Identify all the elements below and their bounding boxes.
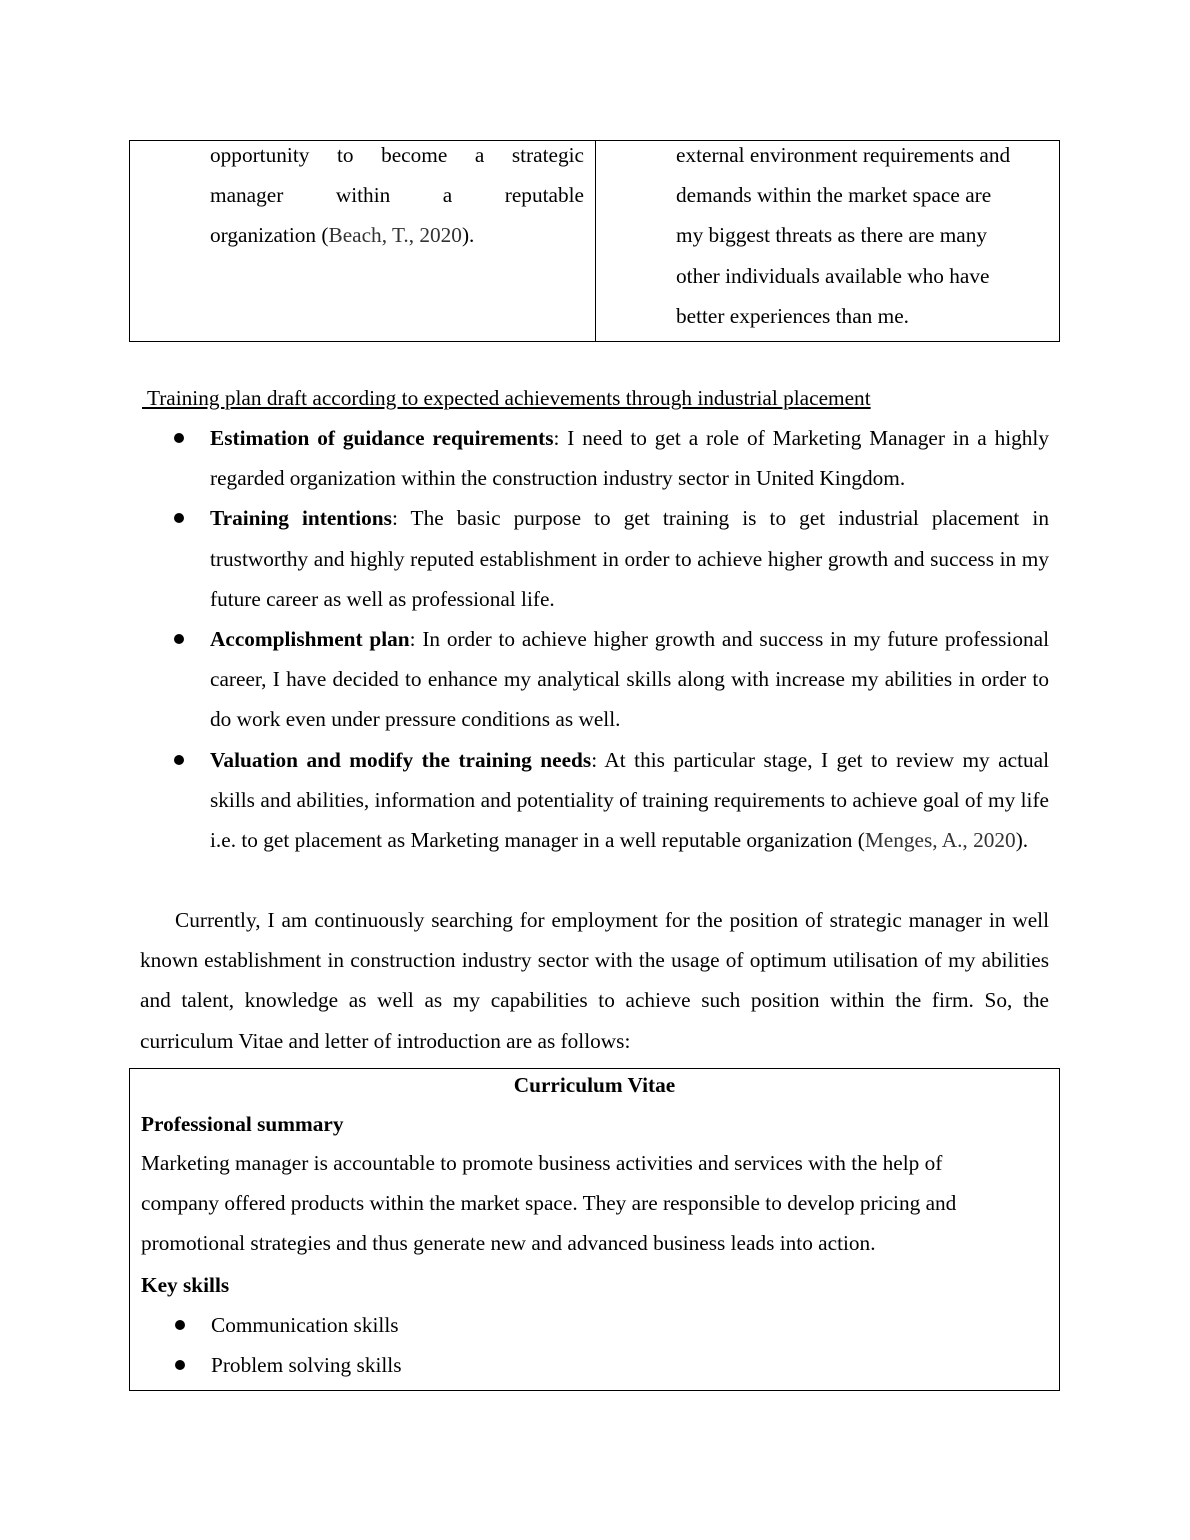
citation: Menges, A., 2020 <box>864 828 1016 853</box>
list-item-text: Accomplishment plan: In order to achieve higher growth and success in my future professional career, I have decided to enhance my analytical skills along with increase my abilities in order to do work even under pressure conditions as well. <box>210 627 1050 732</box>
training-plan-heading: Training plan draft according to expected achievements through industrial placement <box>142 386 871 410</box>
swot-right-line: demands within the market space are <box>676 183 992 208</box>
swot-right-line: my biggest threats as there are many <box>676 223 988 248</box>
cv-summary-heading: Professional summary <box>141 1112 344 1136</box>
list-item-term: Valuation and modify the training needs <box>210 747 592 772</box>
swot-right-line: better experiences than me. <box>676 303 909 328</box>
list-item-term: Estimation of guidance requirements <box>210 426 554 450</box>
list-item-term: Accomplishment plan <box>210 627 410 652</box>
cv-skills-heading: Key skills <box>141 1273 230 1297</box>
swot-left-text <box>210 135 584 256</box>
list-item-text: Valuation and modify the training needs: At this particular stage, I get to review my actual skills and abilities, information and potentiality of training requirements to achieve goal of my life i.e. to get placement as Marketing manager in a well reputable organization (Menges, A., 2020). <box>210 747 1049 853</box>
cv-skill-label: Communication skills <box>211 1313 399 1337</box>
swot-left-line: manager within a reputable <box>210 183 584 208</box>
list-item-text: Training intentions: The basic purpose to get training is to get industrial placement in trustworthy and highly reputed establishment in order to achieve higher growth and success in my future career as well as professional life. <box>210 506 1049 611</box>
list-item <box>0 418 1190 498</box>
cv-summary-line: Marketing manager is accountable to promote business activities and services with the help of <box>141 1151 943 1175</box>
list-item-text: Estimation of guidance requirements: I need to get a role of Marketing Manager in a highly regarded organization within the construction industry sector in United Kingdom. <box>210 426 1049 491</box>
training-plan-list <box>0 418 1190 860</box>
swot-right-line: external environment requirements and <box>676 143 1011 167</box>
swot-table <box>129 140 1060 342</box>
bullet-icon <box>174 634 184 644</box>
cv-skill-item <box>130 1310 1059 1340</box>
bullet-icon <box>174 513 184 523</box>
citation: Beach, T., 2020 <box>328 223 462 248</box>
cv-box <box>129 1068 1060 1391</box>
list-item-term: Training intentions <box>210 506 392 531</box>
bullet-icon <box>174 755 184 765</box>
swot-left-last-line: organization (Beach, T., 2020). <box>210 223 475 248</box>
list-item <box>0 619 1190 740</box>
bullet-icon <box>174 433 184 443</box>
cv-skill-label: Problem solving skills <box>211 1353 402 1377</box>
list-item <box>0 740 1190 861</box>
swot-right-text <box>676 135 1049 336</box>
swot-right-cell <box>596 141 1059 341</box>
swot-right-line: other individuals available who have <box>676 263 990 288</box>
swot-left-line: opportunity to become a strategic <box>210 143 584 167</box>
cv-summary <box>141 1143 1041 1264</box>
bullet-icon <box>175 1320 185 1330</box>
cv-summary-line: promotional strategies and thus generate new and advanced business leads into action. <box>141 1231 876 1256</box>
list-item <box>0 498 1190 619</box>
cv-title: Curriculum Vitae <box>513 1073 676 1097</box>
cv-summary-line: company offered products within the market space. They are responsible to develop pricing and <box>141 1191 957 1216</box>
cv-skill-item <box>130 1350 1059 1380</box>
swot-left-cell <box>130 141 596 341</box>
bullet-icon <box>175 1360 185 1370</box>
intro-paragraph: Currently, I am continuously searching for employment for the position of strategic manager in well known establishment in construction industry sector with the usage of optimum utilisation of my abilities and talent, knowledge as well as my capabilities to achieve such position within the firm. So, the curriculum Vitae and letter of introduction are as follows: <box>140 908 1049 1053</box>
